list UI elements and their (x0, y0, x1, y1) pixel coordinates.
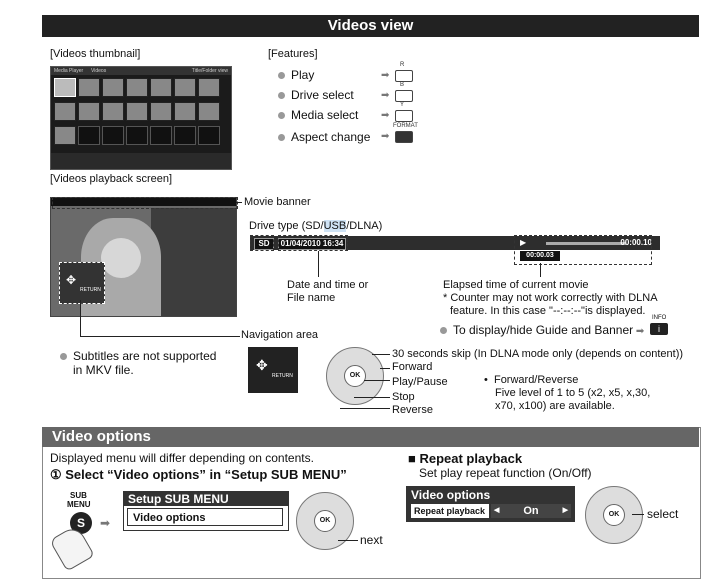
sub-label-1: SUB (70, 491, 87, 500)
arrow-right-icon: ➡ (381, 70, 390, 81)
setup-panel-title: Setup SUB MENU (124, 492, 288, 506)
elapsed-note-1: * Counter may not work correctly with DLNA (443, 292, 658, 304)
dpad-icon: ✥ (66, 273, 77, 287)
thumbnail-tile (54, 126, 76, 145)
thumbnail-footer (51, 153, 231, 169)
thumbnail-tile (78, 102, 100, 121)
thumbnail-tile (78, 78, 100, 97)
thumbnail-bar-right: Title/Folder view (191, 68, 228, 74)
nav-area-return: RETURN (272, 373, 293, 379)
ok-button-icon: OK (314, 510, 336, 532)
leader-line (80, 300, 81, 336)
thumbnail-tile (150, 78, 172, 97)
blue-button-icon (395, 90, 413, 102)
yellow-button-icon (395, 110, 413, 122)
thumbnail-tile (198, 126, 220, 145)
thumbnail-tile (126, 126, 148, 145)
fr-title: • Forward/Reverse (484, 374, 579, 386)
stop-label: Stop (392, 391, 415, 403)
videos-thumbnail-label: [Videos thumbnail] (50, 48, 141, 60)
red-button-icon (395, 70, 413, 82)
arrow-right-icon: ➡ (381, 110, 390, 121)
banner-drive-chip: SD (254, 238, 274, 250)
leader-line (380, 368, 390, 369)
thumbnail-tile (126, 102, 148, 121)
sub-label-2: MENU (67, 500, 91, 509)
play-icon: ▶ (520, 238, 527, 247)
drive-type-label: Drive type (SD/USB/DLNA) (249, 220, 383, 232)
thumbnail-tile (78, 126, 100, 145)
thumbnail-tile (102, 78, 124, 97)
subtitle-note-1: Subtitles are not supported (60, 349, 216, 363)
repeat-item-label: Repeat playback (411, 504, 489, 518)
page-title: Videos view (42, 15, 699, 37)
bullet-icon (440, 327, 447, 334)
elapsed-note-2: feature. In this case "--:--:--"is displayed. (450, 305, 646, 317)
chevron-left-icon[interactable]: ◀ (494, 507, 500, 514)
thumbnail-tile (150, 126, 172, 145)
feature-drive-select: Drive select (278, 88, 354, 102)
banner-total-time: 00:00.10 (620, 238, 652, 247)
leader-line (318, 251, 319, 277)
thumbnail-tile (54, 78, 76, 97)
guide-toggle-note: To display/hide Guide and Banner ➡ (440, 323, 644, 337)
thumbnail-bar-left: Media Player (54, 68, 84, 74)
bullet-icon (278, 134, 285, 141)
thumbnail-tile (150, 102, 172, 121)
date-label-1: Date and time or (287, 279, 369, 291)
navigation-area-image (248, 347, 298, 393)
fr-line-2: x70, x100) are available. (495, 400, 615, 412)
leader-line (364, 380, 390, 381)
repeat-title: ■ Repeat playback (408, 451, 523, 466)
fr-line-1: Five level of 1 to 5 (x2, x5, x,30, (495, 387, 651, 399)
thumbnail-tile (198, 102, 220, 121)
leader-line (80, 336, 240, 337)
red-button-tag: R (400, 62, 405, 68)
banner-highlight (52, 197, 238, 209)
bullet-icon (278, 112, 285, 119)
bullet-icon (278, 72, 285, 79)
thumbnail-tile (198, 78, 220, 97)
info-tag: INFO (652, 315, 667, 321)
movie-banner-label: Movie banner (244, 196, 311, 208)
feature-media-select: Media select (278, 108, 358, 122)
elapsed-label: Elapsed time of current movie (443, 279, 589, 291)
thumbnail-tile (174, 102, 196, 121)
ok-button-icon: OK (344, 365, 366, 387)
remote-dpad-icon (585, 486, 643, 544)
arrow-right-icon: ➡ (381, 90, 390, 101)
video-options-note: Displayed menu will differ depending on contents. (50, 451, 314, 465)
video-scene (151, 208, 236, 316)
thumbnail-tile (102, 102, 124, 121)
leader-line (540, 263, 541, 277)
feature-aspect-change: Aspect change (278, 130, 370, 144)
setup-panel-item[interactable]: Video options (127, 508, 283, 526)
features-label: [Features] (268, 48, 318, 60)
yellow-button-tag: Y (400, 102, 405, 108)
chevron-right-icon[interactable]: ▶ (562, 507, 568, 514)
thumbnail-tile (126, 78, 148, 97)
repeat-options-panel (406, 486, 575, 522)
thumbnail-tile (174, 78, 196, 97)
info-button-icon: i (650, 323, 668, 335)
repeat-value-selector[interactable]: ◀ On ▶ (491, 504, 571, 518)
nav-return: RETURN (80, 287, 101, 293)
video-scene (101, 238, 141, 278)
bullet-icon (278, 92, 285, 99)
blue-button-tag: B (400, 82, 405, 88)
next-label: next (360, 533, 383, 547)
leader-line (236, 202, 242, 203)
repeat-desc: Set play repeat function (On/Off) (419, 466, 592, 480)
thumbnail-bar-mid: Videos (91, 68, 107, 74)
arrow-right-icon: ➡ (381, 131, 390, 142)
arrow-right-icon: ➡ (633, 326, 645, 337)
navigation-area-label: Navigation area (241, 329, 319, 341)
format-button-tag: FORMAT (393, 123, 418, 129)
leader-line (372, 354, 390, 355)
date-label-2: File name (287, 292, 336, 304)
ok-button-icon: OK (603, 504, 625, 526)
dpad-icon: ✥ (256, 357, 268, 373)
leader-line (354, 397, 390, 398)
reverse-label: Reverse (392, 404, 433, 416)
thumbnail-tile (174, 126, 196, 145)
date-highlight (278, 235, 348, 251)
step1-label: ① Select “Video options” in “Setup SUB MENU” (50, 467, 347, 482)
thumbnail-top-bar (51, 67, 231, 75)
feature-play: Play (278, 68, 314, 82)
subtitle-note-2: in MKV file. (73, 363, 134, 377)
leader-line (338, 540, 358, 541)
thumbnail-tile (54, 102, 76, 121)
video-options-header: Video options (42, 427, 699, 447)
repeat-panel-title: Video options (411, 488, 491, 502)
videos-thumbnail-screen (50, 66, 232, 170)
bullet-icon (60, 353, 67, 360)
banner-date-chip: 01/04/2010 16:34 (278, 238, 346, 250)
arrow-right-icon: ➡ (100, 516, 111, 530)
sub-menu-button-icon: S (70, 512, 92, 534)
remote-dpad-icon (296, 492, 354, 550)
leader-line (340, 408, 390, 409)
leader-line (632, 514, 644, 515)
play-pause-label: Play/Pause (392, 376, 448, 388)
skip-label: 30 seconds skip (In DLNA mode only (depends on content)) (392, 348, 684, 360)
drive-highlight (250, 235, 274, 251)
setup-sub-menu-panel (123, 491, 289, 531)
video-playback-screen (50, 197, 237, 317)
playback-screen-label: [Videos playback screen] (50, 173, 173, 185)
select-label: select (647, 507, 679, 521)
thumbnail-tile (102, 126, 124, 145)
elapsed-counter: 00:00.03 (520, 251, 560, 261)
format-button-icon (395, 131, 413, 143)
forward-label: Forward (392, 361, 433, 373)
video-navigation-overlay (59, 262, 105, 304)
